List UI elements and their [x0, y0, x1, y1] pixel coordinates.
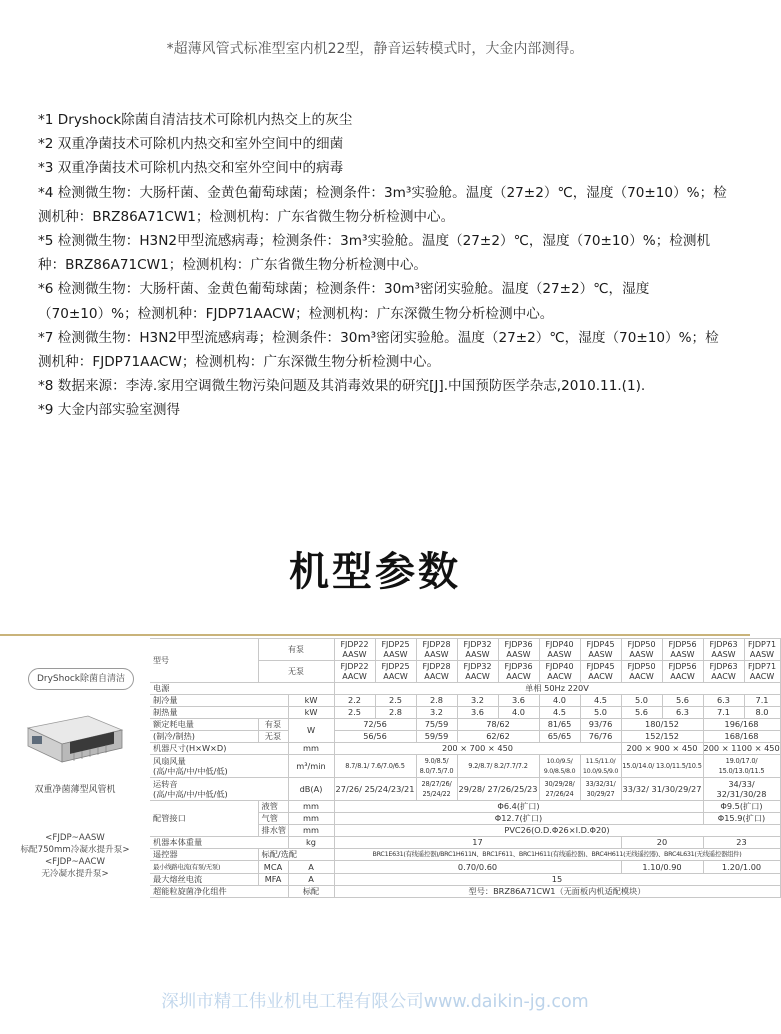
weight-cell: 23 [703, 837, 780, 849]
model-cell: FJDP50 AACW [621, 661, 662, 683]
cooling-cell: 4.5 [580, 695, 621, 707]
size-cell: 200 × 900 × 450 [621, 743, 703, 755]
drain-label: 排水管 [258, 825, 288, 837]
note2-desc: 无冷凝水提升泵> [41, 869, 109, 879]
section-title: 机型参数 [289, 549, 461, 595]
cooling-unit: kW [288, 695, 334, 707]
rated-cell: 62/62 [457, 731, 539, 743]
cooling-cell: 3.6 [498, 695, 539, 707]
size-cell: 200 × 700 × 450 [334, 743, 621, 755]
footnote-6: *6 检测微生物：大肠杆菌、金黄色葡萄球菌；检测条件：30m³密闭实验舱。温度（27±2）℃，湿度（70±10）%；检测机种：FJDP71AACW；检测机构：广东深微生物分析检测中心。 [38, 281, 650, 322]
noise-label [150, 778, 288, 801]
airflow-cell: 15.0/14.0/ 13.0/11.5/10.5 [621, 755, 703, 778]
airflow-cell: 19.0/17.0/ 15.0/13.0/11.5 [703, 755, 780, 778]
noise-subtitle: (高/中高/中/中低/低) [153, 789, 228, 799]
cooling-row [150, 695, 780, 707]
model-cell: FJDP25 AASW [375, 639, 416, 661]
note2-model: <FJDP~AACW [44, 857, 106, 867]
noise-cell: 27/26/ 25/24/23/21 [334, 778, 416, 801]
airflow-title: 风扇风量 [153, 756, 186, 766]
airflow-row [150, 755, 780, 778]
footnotes-list [38, 108, 728, 423]
airflow-label [150, 755, 288, 778]
pipe-liquid-row [150, 801, 780, 813]
airflow-subtitle: (高/中高/中/中低/低) [153, 766, 228, 776]
rated-sub-label: (制冷/制热) [150, 731, 258, 743]
duct-unit-image [22, 706, 128, 772]
power-label: 电源 [150, 683, 334, 695]
noise-cell: 34/33/ 32/31/30/28 [703, 778, 780, 801]
cooling-cell: 5.0 [621, 695, 662, 707]
cooling-cell: 2.2 [334, 695, 375, 707]
rated-cell: 93/76 [580, 719, 621, 731]
model-cell: FJDP32 AACW [457, 661, 498, 683]
liquid-label: 液管 [258, 801, 288, 813]
rated-cell: 180/152 [621, 719, 703, 731]
mfa-value: 15 [334, 874, 780, 886]
heating-label: 制热量 [150, 707, 288, 719]
cooling-cell: 2.5 [375, 695, 416, 707]
airflow-cell: 9.2/8.7/ 8.2/7.7/7.2 [457, 755, 539, 778]
heating-cell: 6.3 [662, 707, 703, 719]
mca-row [150, 861, 780, 874]
rated-without-label: 无泵 [258, 731, 288, 743]
model-cell: FJDP36 AASW [498, 639, 539, 661]
footnote-7: *7 检测微生物：H3N2甲型流感病毒；检测条件：30m³密闭实验舱。温度（27±2）℃，湿度（70±10）%；检测机种：FJDP71AACW；检测机构：广东深微生物分析检测中心。 [38, 329, 719, 371]
airflow-cell: 11.5/11.0/ 10.0/9.5/9.0 [580, 755, 621, 778]
weight-label: 机器本体重量 [150, 837, 288, 849]
gas-label: 气管 [258, 813, 288, 825]
model-cell: FJDP22 AACW [334, 661, 375, 683]
cooling-cell: 5.6 [662, 695, 703, 707]
rated-cell: 78/62 [457, 719, 539, 731]
footnote-3: *3 双重净菌技术可除机内热交和室外空间中的病毒 [38, 160, 344, 177]
heating-cell: 2.8 [375, 707, 416, 719]
rated-with-row [150, 719, 780, 731]
mfa-unit: A [288, 874, 334, 886]
heating-cell: 4.5 [539, 707, 580, 719]
footnote-5: *5 检测微生物：H3N2甲型流感病毒；检测条件：3m³实验舱。温度（27±2）℃，湿度（70±10）%；检测机种：BRZ86A71CW1；检测机构：广东省微生物分析检测中心。 [38, 233, 711, 274]
noise-cell: 33/32/31/ 30/29/27 [580, 778, 621, 801]
cooling-cell: 6.3 [703, 695, 744, 707]
remote-label: 遥控器 [150, 849, 258, 861]
product-panel [0, 636, 150, 932]
model-cell: FJDP28 AACW [416, 661, 457, 683]
airflow-cell: 10.0/9.5/ 9.0/8.5/8.0 [539, 755, 580, 778]
cooling-cell: 3.2 [457, 695, 498, 707]
model-cell: FJDP32 AASW [457, 639, 498, 661]
mca-label-text: 最小线路电流(有泵/无泵) [153, 863, 221, 871]
cooling-cell: 4.0 [539, 695, 580, 707]
model-cell: FJDP56 AACW [662, 661, 703, 683]
noise-cell: 28/27/26/ 25/24/22 [416, 778, 457, 801]
spec-table [150, 638, 781, 898]
model-cell: FJDP50 AASW [621, 639, 662, 661]
rated-cell: 56/56 [334, 731, 416, 743]
rated-label: 额定耗电量 [150, 719, 258, 731]
power-value: 单相 50Hz 220V [334, 683, 780, 695]
size-row [150, 743, 780, 755]
size-label: 机器尺寸(H×W×D) [150, 743, 288, 755]
heating-cell: 5.6 [621, 707, 662, 719]
model-row-aasw [150, 639, 780, 661]
mca-cell: 0.70/0.60 [334, 861, 621, 874]
dryshock-badge: DryShock除菌自清洁 [28, 668, 134, 690]
model-cell: FJDP25 AACW [375, 661, 416, 683]
airflow-cell: 9.0/8.5/ 8.0/7.5/7.0 [416, 755, 457, 778]
rated-unit: W [288, 719, 334, 743]
airflow-cell: 8.7/8.1/ 7.6/7.0/6.5 [334, 755, 416, 778]
drain-cell: PVC26(O.D.Φ26×I.D.Φ20) [334, 825, 780, 837]
model-cell: FJDP40 AACW [539, 661, 580, 683]
model-cell: FJDP28 AASW [416, 639, 457, 661]
model-cell: FJDP71 AASW [744, 639, 780, 661]
power-row [150, 683, 780, 695]
heating-cell: 2.5 [334, 707, 375, 719]
model-cell: FJDP45 AASW [580, 639, 621, 661]
rated-cell: 65/65 [539, 731, 580, 743]
cooling-label: 制冷量 [150, 695, 288, 707]
noise-cell: 29/28/ 27/26/25/23 [457, 778, 539, 801]
mfa-tag: MFA [258, 874, 288, 886]
model-label: 型号 [150, 639, 258, 683]
mca-tag: MCA [258, 861, 288, 874]
rated-with-label: 有泵 [258, 719, 288, 731]
rated-cell: 196/168 [703, 719, 780, 731]
note1-model: <FJDP~AASW [45, 833, 105, 843]
rated-cell: 72/56 [334, 719, 416, 731]
cooling-cell: 7.1 [744, 695, 780, 707]
heating-cell: 8.0 [744, 707, 780, 719]
gas-cell: Φ12.7(扩口) [334, 813, 703, 825]
heating-cell: 4.0 [498, 707, 539, 719]
model-cell: FJDP71 AACW [744, 661, 780, 683]
model-cell: FJDP36 AACW [498, 661, 539, 683]
liquid-cell: Φ9.5(扩口) [703, 801, 780, 813]
mca-unit: A [288, 861, 334, 874]
weight-cell: 17 [334, 837, 621, 849]
heating-row [150, 707, 780, 719]
mfa-row [150, 874, 780, 886]
airflow-unit: m³/min [288, 755, 334, 778]
rated-cell: 152/152 [621, 731, 703, 743]
weight-unit: kg [288, 837, 334, 849]
remote-value: BRC1E631(有线遥控器)/BRC1H611N、BRC1F611、BRC1H611(有线遥控器)、BRC4H611(无线遥控器)、BRC4L631(无线遥控器组件) [334, 849, 780, 861]
remote-row [150, 849, 780, 861]
model-cell: FJDP63 AASW [703, 639, 744, 661]
noise-title: 运转音 [153, 779, 178, 789]
purify-sub: 标配 [288, 886, 334, 898]
brand-watermark: 深圳市精工伟业机电工程有限公司www.daikin-jg.com [161, 992, 589, 1012]
unit-name: 双重净菌薄型风管机 [34, 785, 116, 795]
gas-cell: Φ15.9(扩口) [703, 813, 780, 825]
heating-cell: 3.2 [416, 707, 457, 719]
mca-label [150, 861, 258, 874]
model-notes [0, 832, 150, 880]
model-cell: FJDP56 AASW [662, 639, 703, 661]
top-note: *超薄风管式标准型室内机22型，静音运转模式时，大金内部测得。 [166, 41, 584, 57]
mfa-label: 最大熔丝电流 [150, 874, 258, 886]
pipe-unit: mm [288, 801, 334, 813]
footnote-8: *8 数据来源：李涛.家用空调微生物污染问题及其消毒效果的研究[J].中国预防医学杂志,2010.11.(1). [38, 378, 646, 395]
purify-label: 超能粒旋菌净化组件 [150, 886, 288, 898]
heating-cell: 7.1 [703, 707, 744, 719]
pipe-unit: mm [288, 813, 334, 825]
remote-sub: 标配/选配 [258, 849, 334, 861]
rated-cell: 76/76 [580, 731, 621, 743]
pump-no-label: 无泵 [258, 661, 334, 683]
noise-cell: 30/29/28/ 27/26/24 [539, 778, 580, 801]
model-cell: FJDP22 AASW [334, 639, 375, 661]
pipe-unit: mm [288, 825, 334, 837]
mca-cell: 1.20/1.00 [703, 861, 780, 874]
noise-cell: 33/32/ 31/30/29/27 [621, 778, 703, 801]
purify-value: 型号：BRZ86A71CW1（无面板内机适配模块） [334, 886, 780, 898]
model-cell: FJDP40 AASW [539, 639, 580, 661]
footnote-4: *4 检测微生物：大肠杆菌、金黄色葡萄球菌；检测条件：3m³实验舱。温度（27±2）℃，湿度（70±10）%；检测机种：BRZ86A71CW1；检测机构：广东省微生物分析检测中心。 [38, 184, 727, 225]
pipe-label: 配管接口 [150, 801, 258, 837]
noise-unit: dB(A) [288, 778, 334, 801]
mca-cell: 1.10/0.90 [621, 861, 703, 874]
model-cell: FJDP63 AACW [703, 661, 744, 683]
footnote-1: *1 Dryshock除菌自清洁技术可除机内热交上的灰尘 [38, 112, 353, 128]
size-cell: 200 × 1100 × 450 [703, 743, 780, 753]
rated-cell: 168/168 [703, 731, 780, 743]
rated-cell: 81/65 [539, 719, 580, 731]
heating-cell: 3.6 [457, 707, 498, 719]
rated-cell: 59/59 [416, 731, 457, 743]
pump-yes-label: 有泵 [258, 639, 334, 661]
liquid-cell: Φ6.4(扩口) [334, 801, 703, 813]
rated-cell: 75/59 [416, 719, 457, 731]
weight-cell: 20 [621, 837, 703, 849]
weight-row [150, 837, 780, 849]
footnote-2: *2 双重净菌技术可除机内热交和室外空间中的细菌 [38, 136, 344, 153]
heating-cell: 5.0 [580, 707, 621, 719]
model-cell: FJDP45 AACW [580, 661, 621, 683]
note1-desc: 标配750mm冷凝水提升泵> [20, 845, 130, 855]
size-unit: mm [288, 743, 334, 755]
rated-without-row [150, 731, 780, 743]
footnote-9: *9 大金内部实验室测得 [38, 402, 181, 419]
cooling-cell: 2.8 [416, 695, 457, 707]
heating-unit: kW [288, 707, 334, 719]
noise-row [150, 778, 780, 801]
purify-row [150, 886, 780, 898]
